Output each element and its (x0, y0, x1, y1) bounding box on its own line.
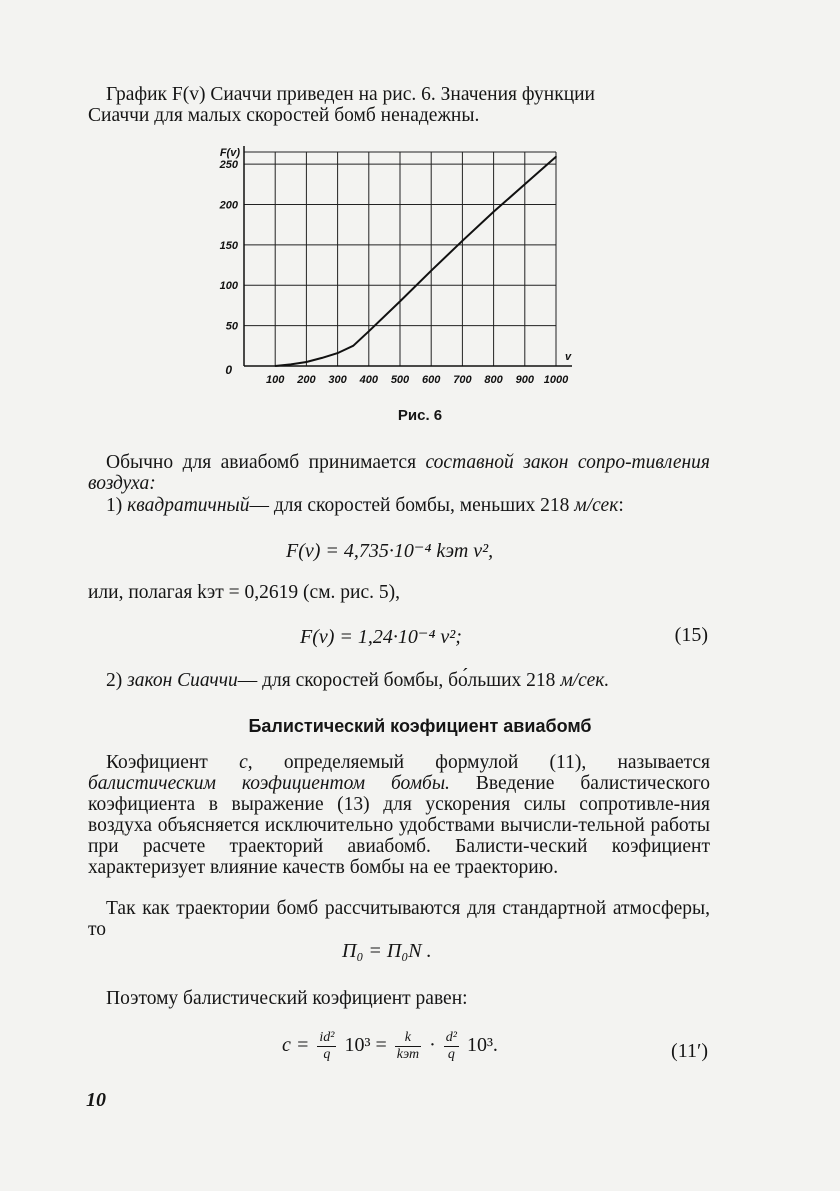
intro-line-1: График F(v) Сиаччи приведен на рис. 6. Значения функции (106, 84, 595, 105)
y-tick-label-150: 150 (219, 239, 238, 252)
standard-atmosphere-paragraph (88, 898, 710, 940)
composite-law-term: составной закон сопро-тивления воздуха: (88, 452, 710, 494)
formula-11-prime (282, 1030, 498, 1063)
intro-line-2: Сиаччи для малых скоростей бомб ненадежны. (88, 105, 480, 126)
formula-11p-end: 10³. (466, 1034, 498, 1057)
figure-6-chart (200, 140, 600, 390)
data-point-300 (337, 352, 339, 354)
formula-quadratic: F(v) = 4,735·10⁻⁴ kэт v², (286, 540, 494, 562)
fraction-id2-over-q (317, 1030, 336, 1063)
x-tick-label-600: 600 (422, 374, 441, 386)
law-item-1-number: 1) (106, 495, 128, 516)
data-point-900 (524, 184, 526, 186)
y-tick-label-100: 100 (219, 280, 238, 293)
formula-11p-mid: 10³ = (344, 1034, 387, 1057)
x-tick-label-800: 800 (484, 374, 503, 386)
data-point-150 (290, 364, 292, 366)
data-point-1000 (555, 156, 557, 158)
series-line-fv (275, 157, 556, 366)
x-tick-label-400: 400 (359, 374, 378, 386)
intro-paragraph (88, 84, 710, 126)
standard-atmosphere-text: Так как траектории бомб рассчитываются для стандартной атмосферы, то (88, 898, 710, 940)
fraction-2-numerator: k (395, 1030, 421, 1047)
data-point-800 (493, 211, 495, 213)
data-point-250 (321, 357, 323, 359)
fraction-d2-over-q (444, 1030, 459, 1063)
equation-number-15: (15) (674, 624, 708, 646)
x-tick-label-500: 500 (390, 374, 410, 386)
data-point-350 (352, 345, 354, 347)
formula-pressure: П₀ = П₀N . (342, 940, 432, 962)
law-item-1-term: квадратичный (127, 495, 250, 516)
y-tick-label-50: 50 (225, 320, 238, 333)
law-item-2-units: м/сек. (560, 670, 610, 691)
data-point-100 (274, 365, 276, 367)
or-assuming-line: или, полагая kэт = 0,2619 (см. рис. 5), (88, 582, 400, 603)
fraction-3-denominator: q (447, 1047, 455, 1062)
data-point-700 (462, 240, 464, 242)
fraction-1-denominator: q (323, 1047, 331, 1062)
law-item-1-text: — для скоростей бомбы, меньших 218 (249, 495, 575, 516)
formula-11p-c: c = (282, 1034, 310, 1057)
origin-label: 0 (225, 363, 232, 377)
ballistic-p1-b: , определяемый формулой (11), называется (247, 752, 710, 773)
fraction-1-numerator: id² (319, 1030, 335, 1045)
ballistic-p1-c: c (239, 752, 248, 773)
ballistic-term: балистическим коэфициентом бомбы. (88, 773, 450, 794)
fraction-3-numerator: d² (445, 1030, 457, 1045)
section-heading: Балистический коэфициент авиабомб (248, 716, 592, 736)
composite-law-paragraph (88, 452, 710, 494)
equation-number-11-prime: (11′) (671, 1040, 708, 1062)
fraction-k-over-ket (395, 1030, 421, 1063)
formula-11p-dot: · (429, 1034, 436, 1057)
law-item-2-text: — для скоростей бомбы, бо́льших 218 (237, 670, 561, 691)
ballistic-p1-a: Коэфициент (106, 752, 240, 773)
law-item-2 (88, 670, 710, 691)
x-tick-label-300: 300 (328, 374, 347, 386)
data-point-600 (430, 270, 432, 272)
composite-law-lead: Обычно для авиабомб принимается (106, 452, 426, 473)
law-item-2-term: закон Сиаччи (127, 670, 238, 691)
law-item-1-end: : (618, 495, 624, 516)
x-axis-label: v (564, 351, 572, 363)
data-point-200 (306, 361, 308, 363)
data-point-400 (368, 330, 370, 332)
ballistic-p1-rest: Введение балистического коэфициента в выражение (13) для ускорения силы сопротивле-ния воздуха объясняется исключительно удобствами вычисли-тельной работы при расчете траекторий авиабомб. Балисти-ческий коэфициент характеризует влияние качеств бомбы на ее траекторию. (88, 773, 710, 878)
y-tick-label-200: 200 (219, 199, 238, 212)
x-tick-label-100: 100 (266, 374, 285, 386)
coefficient-equals-text: Поэтому балистический коэфициент равен: (106, 988, 468, 1009)
y-tick-label-250: 250 (219, 159, 238, 172)
x-tick-label-900: 900 (515, 374, 534, 386)
x-tick-label-1000: 1000 (543, 374, 569, 386)
law-item-1 (88, 495, 710, 516)
law-item-2-number: 2) (106, 670, 128, 691)
y-axis-label: F(v) (219, 147, 240, 159)
fraction-2-denominator: kэт (396, 1047, 420, 1062)
x-tick-label-700: 700 (453, 374, 472, 386)
law-item-1-units: м/сек (574, 495, 619, 516)
ballistic-paragraph (88, 752, 710, 878)
x-tick-label-200: 200 (297, 374, 316, 386)
data-point-500 (399, 301, 401, 303)
coefficient-equals-paragraph (88, 988, 710, 1009)
figure-caption: Рис. 6 (397, 407, 443, 424)
formula-15: F(v) = 1,24·10⁻⁴ v²; (300, 626, 462, 648)
page-number: 10 (86, 1089, 106, 1111)
